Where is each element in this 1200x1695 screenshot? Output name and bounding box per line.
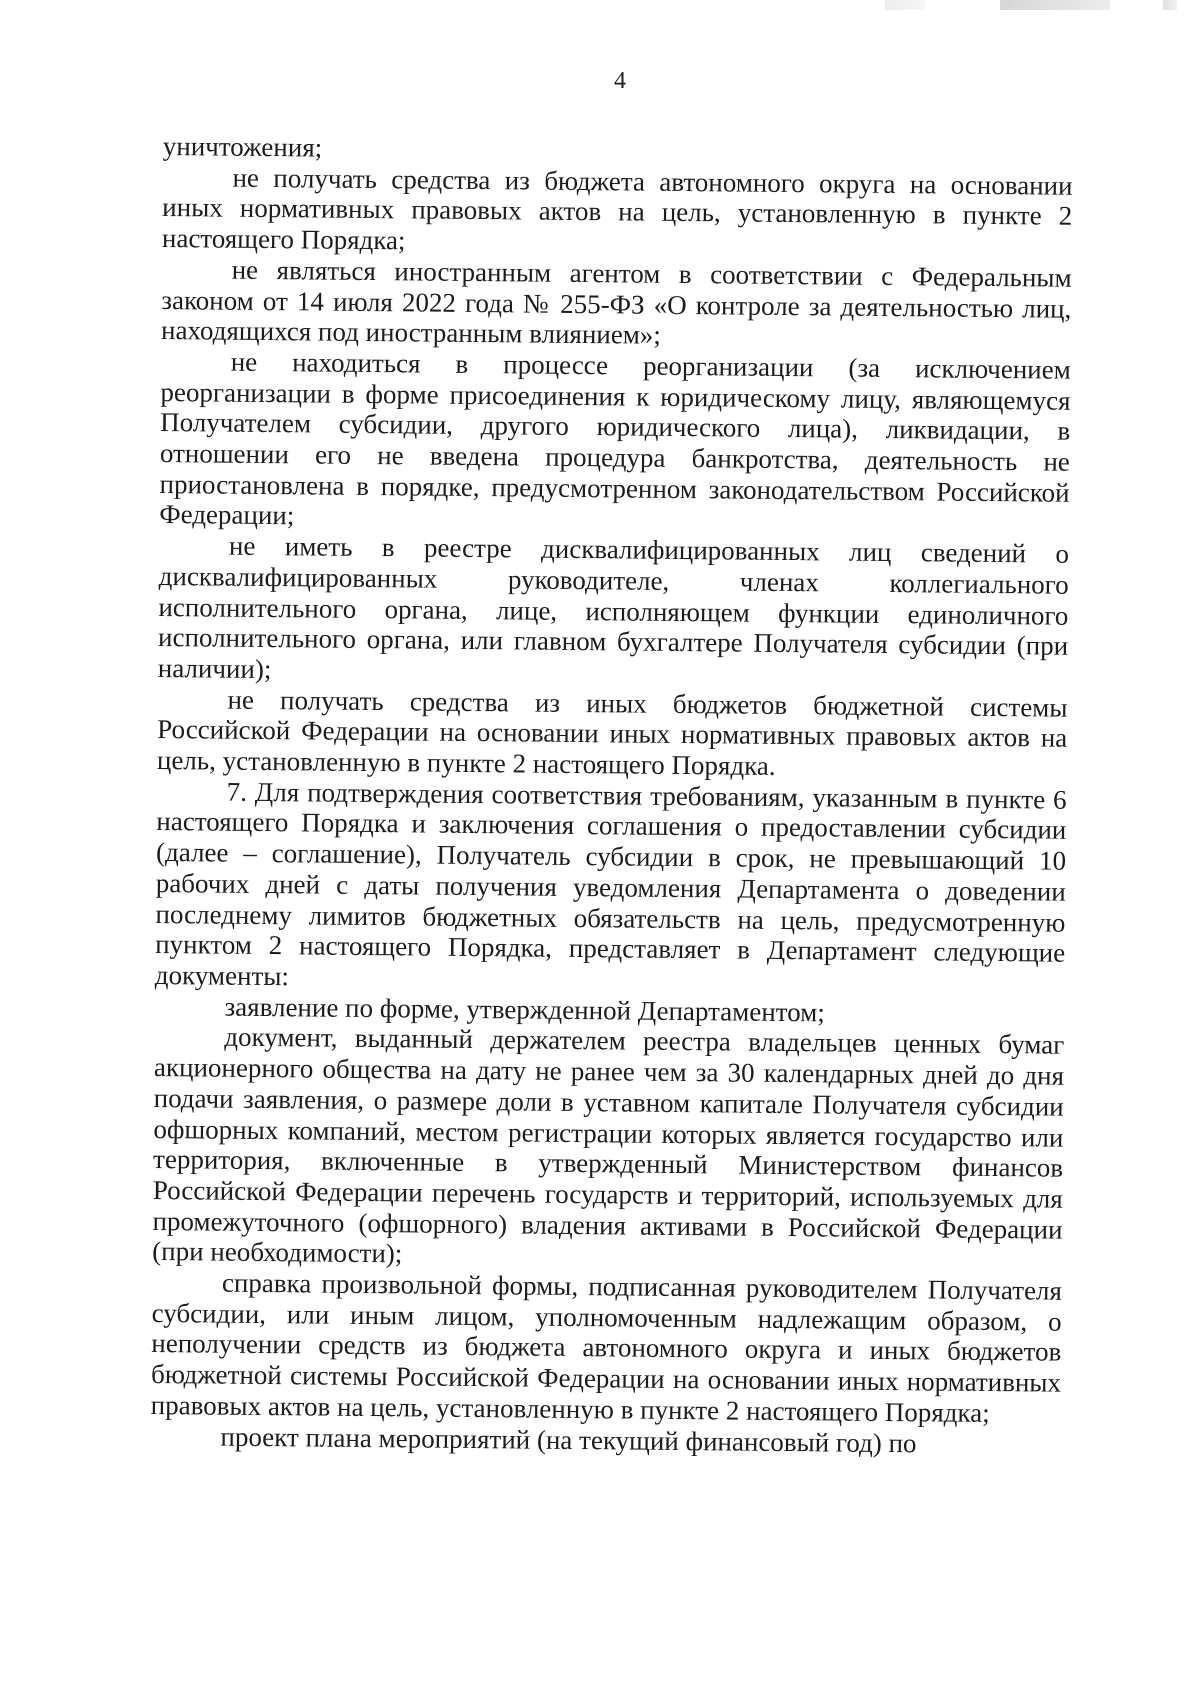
scan-artifact [1163,0,1177,10]
requirement-no-other-regional-funds: не получать средства из бюджета автономного округа на основании иных нормативных правовых актов на цель, установленную в пункте 2 настоящего Порядка; [161,162,1073,256]
document-registry-extract: документ, выданный держателем реестра владельцев ценных бумаг акционерного общества на дату не ранее чем за 30 календарных дней до дня подачи заявления, о размере доли в уставном капитале Получателя субсидии офшорных компаний, местом регистрации которых является государство или территория, включенные в утвержденный Министерством финансов Российской Федерации перечень государств и территорий, используемых для промежуточного (офшорного) владения активами в Российской Федерации (при необходимости); [152,1022,1065,1269]
page-number: 4 [614,68,626,94]
clause-7: 7. Для подтверждения соответствия требованиям, указанным в пункте 6 настоящего Порядка и заключения соглашения о предоставлении субсидии (далее – соглашение), Получатель субсидии в срок, не превышающий 10 рабочих дней с даты получения уведомления Департамента о доведении последнему лимитов бюджетных обязательств на цель, предусмотренную пунктом 2 настоящего Порядка, представляет в Департамент следующие документы: [154,776,1067,992]
document-certificate: справка произвольной формы, подписанная руководителем Получателя субсидии, или иным лицом, уполномоченным надлежащим образом, о неполучении средств из бюджета автономного округа и иных бюджетов бюджетной системы Российской Федерации на основании иных нормативных правовых актов на цель, установленную в пункте 2 настоящего Порядка; [150,1267,1063,1428]
paragraph-continuation: уничтожения; [162,131,323,163]
document-body [150,131,1073,1460]
requirement-no-reorganization: не находиться в процессе реорганизации (за исключением реорганизации в форме присоединения к юридическому лицу, являющемуся Получателем субсидии, другого юридического лица), ликвидации, в отношении его не введена процедура банкротства, деятельность не приостановлена в порядке, предусмотренном законодательством Российской Федерации; [159,346,1071,531]
document-application: заявление по форме, утвержденной Департаментом; [224,991,825,1028]
requirement-not-foreign-agent: не являться иностранным агентом в соответствии с Федеральным законом от 14 июля 2022 года № 255-ФЗ «О контроле за деятельностью лиц, находящихся под иностранным влиянием»; [160,254,1072,351]
document-action-plan: проект плана мероприятий (на текущий финансовый год) по [220,1421,917,1458]
requirement-no-disqualified-persons: не иметь в реестре дисквалифицированных лиц сведений о дисквалифицированных руководителе, членах коллегиального исполнительного органа, лице, исполняющем функции единоличного исполнительного органа, или главном бухгалтере Получателя субсидии (при наличии); [157,530,1070,685]
scan-artifact [885,0,925,10]
requirement-no-other-budget-funds: не получать средства из иных бюджетов бюджетной системы Российской Федерации на основании иных нормативных правовых актов на цель, установленную в пункте 2 настоящего Порядка. [156,684,1068,781]
scan-artifact [1000,0,1110,10]
